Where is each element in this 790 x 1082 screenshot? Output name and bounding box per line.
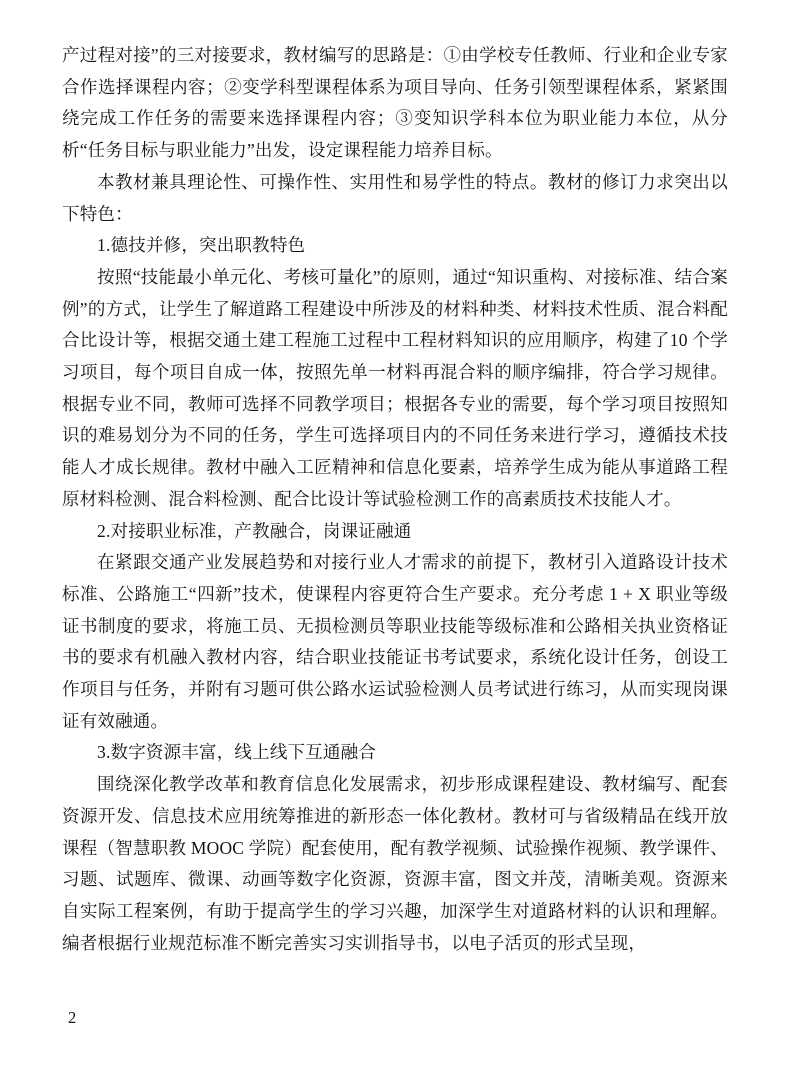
section-heading-3: 3.数字资源丰富，线上线下互通融合 xyxy=(97,742,377,763)
section-heading-2: 2.对接职业标准，产教融合，岗课证融通 xyxy=(97,520,412,541)
page-number: 2 xyxy=(68,1008,77,1027)
paragraph-section-3: 围绕深化教学改革和教育信息化发展需求，初步形成课程建设、教材编写、配套资源开发、信息技术应用统筹推进的新形态一体化教材。教材可与省级精品在线开放课程（智慧职教 MOOC 学院）配套使用，配有教学视频、试验操作视频、教学课件、习题、试题库、微课、动画等数字化资源，资源丰富，图文并茂，清晰美观。资源来自实际工程案例，有助于提高学生的学习兴趣，加深学生对道路材料的认识和理解。编者根据行业规范标准不断完善实习实训指导书，以电子活页的形式呈现， xyxy=(62,774,728,953)
text-block xyxy=(62,40,728,959)
paragraph-intro: 本教材兼具理论性、可操作性、实用性和易学性的特点。教材的修订力求突出以下特色： xyxy=(62,171,728,224)
paragraph-section-1: 按照“技能最小单元化、考核可量化”的原则，通过“知识重构、对接标准、结合案例”的方式，让学生了解道路工程建设中所涉及的材料种类、材料技术性质、混合料配合比设计等，根据交通土建工程施工过程中工程材料知识的应用顺序，构建了10 个学习项目，每个项目自成一体，按照先单一材料再混合料的顺序编排，符合学习规律。根据专业不同，教师可选择不同教学项目；根据各专业的需要，每个学习项目按照知识的难易划分为不同的任务，学生可选择项目内的不同任务来进行学习，遵循技术技能人才成长规律。教材中融入工匠精神和信息化要素，培养学生成为能从事道路工程原材料检测、混合料检测、配合比设计等试验检测工作的高素质技术技能人才。 xyxy=(62,266,728,509)
paragraph-section-2: 在紧跟交通产业发展趋势和对接行业人才需求的前提下，教材引入道路设计技术标准、公路施工“四新”技术，使课程内容更符合生产要求。充分考虑 1 + X 职业等级证书制度的要求，将施工员、无损检测员等职业技能等级标准和公路相关执业资格证书的要求有机融入教材内容，结合职业技能证书考试要求，系统化设计任务，创设工作项目与任务，并附有习题可供公路水运试验检测人员考试进行练习，从而实现岗课证有效融通。 xyxy=(62,552,728,731)
section-heading-1: 1.德技并修，突出职教特色 xyxy=(97,235,306,256)
paragraph-continuation: 产过程对接”的三对接要求，教材编写的思路是：①由学校专任教师、行业和企业专家合作选择课程内容；②变学科型课程体系为项目导向、任务引领型课程体系，紧紧围绕完成工作任务的需要来选择课程内容；③变知识学科本位为职业能力本位，从分析“任务目标与职业能力”出发，设定课程能力培养目标。 xyxy=(62,45,728,161)
